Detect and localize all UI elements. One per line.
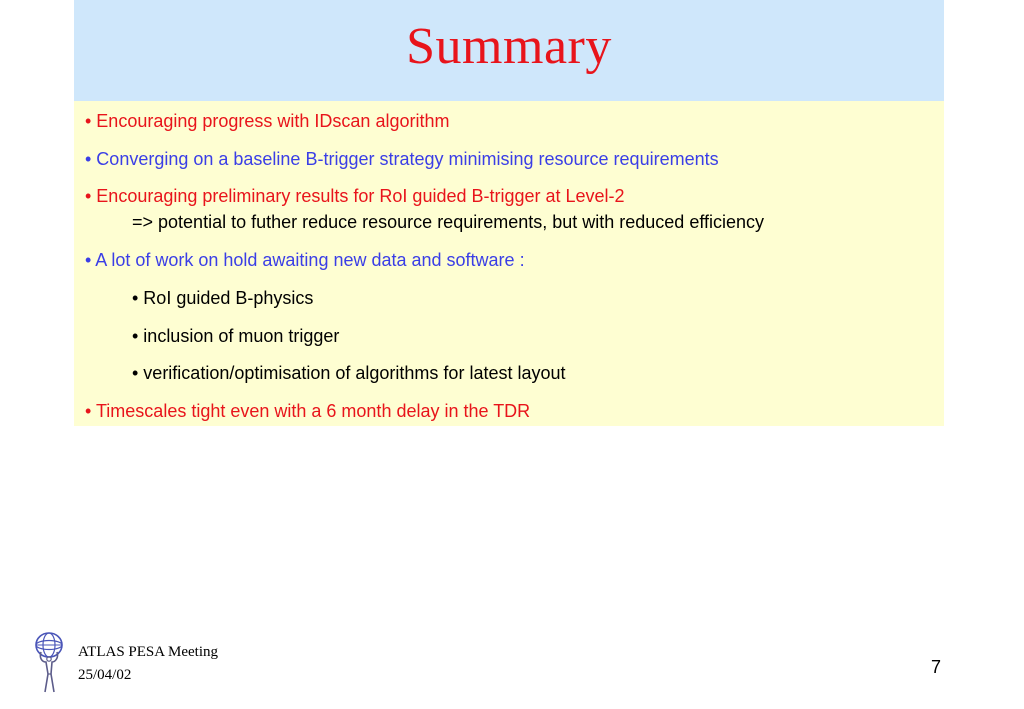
- bullet-roi-results: • Encouraging preliminary results for RoI guided B-trigger at Level-2: [85, 186, 625, 206]
- bullet-baseline: • Converging on a baseline B-trigger strategy minimising resource requirements: [85, 149, 719, 169]
- title-bar: [74, 0, 944, 101]
- sub-bullet-roi-bphysics: • RoI guided B-physics: [132, 288, 314, 308]
- bullet-idscan: • Encouraging progress with IDscan algorithm: [85, 111, 450, 131]
- slide-title: Summary: [406, 18, 612, 75]
- atlas-logo-icon: [33, 628, 67, 694]
- sub-bullet-verification: • verification/optimisation of algorithms for latest layout: [132, 363, 566, 383]
- footer-date: 25/04/02: [78, 667, 132, 683]
- bullet-work-on-hold: • A lot of work on hold awaiting new data and software :: [85, 250, 525, 270]
- footer-meeting: ATLAS PESA Meeting: [78, 644, 219, 660]
- content-panel: [74, 101, 944, 426]
- sub-line-potential: => potential to futher reduce resource requirements, but with reduced efficiency: [132, 212, 765, 232]
- bullet-timescales: • Timescales tight even with a 6 month delay in the TDR: [85, 401, 531, 421]
- page-number: 7: [931, 657, 942, 677]
- sub-bullet-muon-trigger: • inclusion of muon trigger: [132, 326, 340, 346]
